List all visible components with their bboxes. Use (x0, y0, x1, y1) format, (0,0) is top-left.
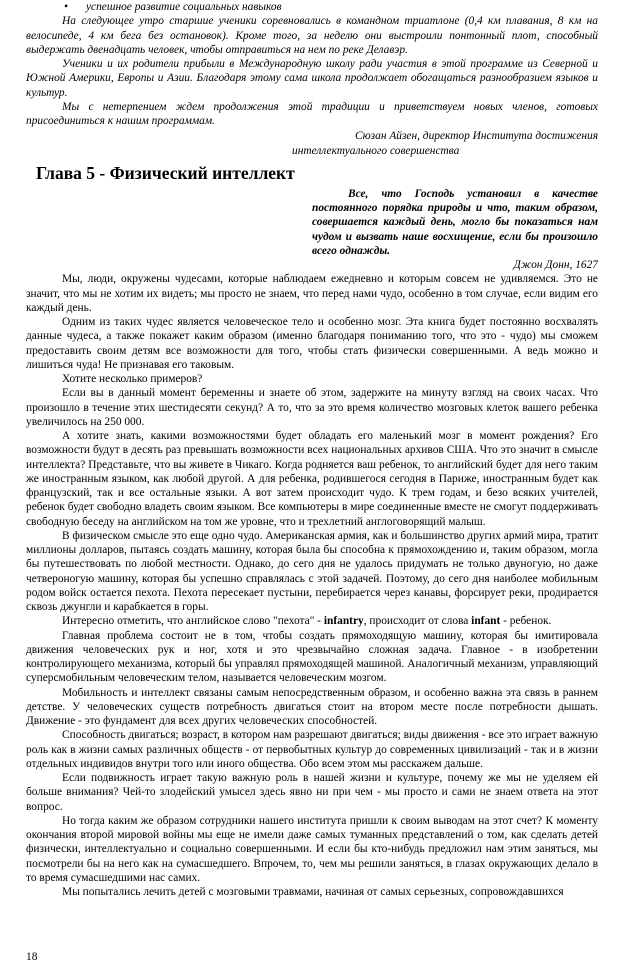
body-paragraph-12: Но тогда каким же образом сотрудники нашего института пришли к своим выводам на этот счет? К моменту окончания второй мировой войны мы еще не имели даже самых туманных представлений о том, как сделать детей физически, интеллектуально и социально совершенными. И если бы кто-нибудь предложил нам этим заняться, мы посмотрели бы на него как на сумасшедшего. Впрочем, то, чем мы решили заняться, в глазах окружающих делало в то время сумасшедшими нас самих. (26, 814, 598, 884)
p7-word-infantry: infantry (323, 615, 364, 628)
page-number: 18 (26, 951, 38, 963)
body-paragraph-7 (26, 614, 598, 628)
signature-line-1: Сюзан Айзен, директор Института достижения (355, 130, 598, 143)
body-paragraph-1: Мы, люди, окружены чудесами, которые наблюдаем ежедневно и которым совсем не удивляемся. Это не значит, что мы не хотим их видеть; мы просто не знаем, что перед нами чудо, особенно в том случае, если видим его каждый день. (26, 273, 598, 314)
body-paragraph-13: Мы попытались лечить детей с мозговыми травмами, начиная от самых серьезных, сопровождавшихся (62, 886, 564, 898)
body-paragraph-8: Главная проблема состоит не в том, чтобы создать прямоходящую машину, которая бы имитировала движения человеческих рук и ног, хотя и это чрезвычайно сложная задача. Главное - в изобретении контролирующего механизма, который бы управлял прямоходящей машиной. Аналогичный механизм, управляющий суперсмобильным человеческим телом, называется человеческим мозгом. (26, 629, 598, 685)
epigraph-author: Джон Донн, 1627 (513, 259, 598, 271)
chapter-title: Глава 5 - Физический интеллект (36, 162, 295, 183)
intro-paragraph-2: Ученики и их родители прибыли в Международную школу ради участия в этой программе из Северной и Южной Америки, Европы и Азии. Благодаря этому сама школа продолжает обогащаться разнообразием языков и культур. (26, 58, 598, 99)
epigraph: Все, что Господь установил в качестве постоянного порядка природы и что, таким образом, совершается каждый день, могло бы показаться нам чудом и вызвать наше восхищение, если бы произошло всего однажды. (312, 187, 598, 257)
bullet-item (26, 0, 598, 14)
signature-line-2: интеллектуального совершенства (292, 144, 460, 157)
p7-text-e: - ребенок. (500, 615, 552, 628)
p7-word-infant: infant (471, 615, 501, 628)
intro-paragraph-1: На следующее утро старшие ученики соревновались в командном триатлоне (0,4 км плавания, 8 км на велосипеде, 4 км бега без остановок). Кроме того, за неделю они выстроили понтонный плот, способный выдержать двенадцать человек, чтобы отправиться на нем по реке Делавэр. (26, 15, 598, 56)
body-paragraph-5: А хотите знать, какими возможностями будет обладать его маленький мозг в момент рождения? Его возможности будут в десять раз превышать возможности всех национальных архивов США. Что это значит в смысле интеллекта? Представьте, что вы живете в Чикаго. Когда родняется ваш ребенок, то английский будет для него таким же иностранным языком, как любой другой. А для ребенка, родившегося сегодня в Париже, иностранным будет как французский, так и все остальные языки. А вот затем происходит чудо. К трем годам, и безо всяких учителей, ребенок будет свободно владеть своим языком. Все компьютеры в мире соединенные вместе не смогут поддерживать свободную беседу на английском на том же уровне, что и трехлетний англоговорящий малыш. (26, 430, 598, 528)
body-paragraph-11: Если подвижность играет такую важную роль в нашей жизни и культуре, почему же мы не уделяем ей больше внимания? Чей-то злодейский умысел здесь явно ни при чем - мы просто и сами не знаем ответа на этот вопрос. (26, 772, 598, 813)
p7-text-a: Интересно отметить, что английское слово "пехота" - (62, 615, 324, 628)
body-paragraph-6: В физическом смысле это еще одно чудо. Американская армия, как и большинство других армий мира, тратит миллионы долларов, пытаясь создать машину, которая была бы способна к прямохождению и, таким образом, могла бы путешествовать по любой местности. Однако, до сего дня не удалось придумать не только двуногую, но даже четвероногую машину, которая бы успешно справлялась с этой задачей. Поэтому, до сего дня наиболее мобильным родом войск остается пехота. Пехота пересекает пустыни, перебирается через канавы, форсирует реки, продирается сквозь джунгли и карабкается в горы. (26, 529, 598, 613)
body-paragraph-2: Одним из таких чудес является человеческое тело и особенно мозг. Эта книга будет постоянно восхвалять данные чудеса, а также покажет каким образом (именно благодаря пониманию того, что это - чудо) мы сможем предоставить своим детям все возможности для того, чтобы стать физически совершенными. А ведь можно и лишиться чуда! Не признавая его таковым. (26, 316, 598, 371)
bullet-icon: • (64, 1, 68, 13)
body-paragraph-10: Способность двигаться; возраст, в котором нам разрешают двигаться; виды движения - все это играет важную роль как в жизни самых различных обществ - от первобытных культур до современных цивилизаций - так и в жизни отдельных индивидов внутри того или иного общества. Обо всем этом мы расскажем дальше. (26, 729, 598, 770)
intro-paragraph-3: Мы с нетерпением ждем продолжения этой традиции и приветствуем новых членов, готовых присоединиться к нашим программам. (26, 100, 598, 127)
body-paragraph-9: Мобильность и интеллект связаны самым непосредственным образом, и особенно важна эта связь в раннем детстве. У человеческих существ потребность двигаться стоит на втором месте после потребности дышать. Движение - это фундамент для всех других человеческих способностей. (26, 686, 598, 727)
p7-text-c: , происходит от слова (363, 615, 472, 628)
bullet-text: успешное развитие социальных навыков (86, 1, 282, 13)
body-paragraph-3: Хотите несколько примеров? (62, 373, 203, 385)
body-paragraph-4: Если вы в данный момент беременны и знаете об этом, задержите на минуту взгляд на своих часах. Что произошло в течение этих шестидесяти секунд? А то, что за это время количество мозговых клеток вашего ребенка увеличилось на 250 000. (26, 387, 598, 428)
